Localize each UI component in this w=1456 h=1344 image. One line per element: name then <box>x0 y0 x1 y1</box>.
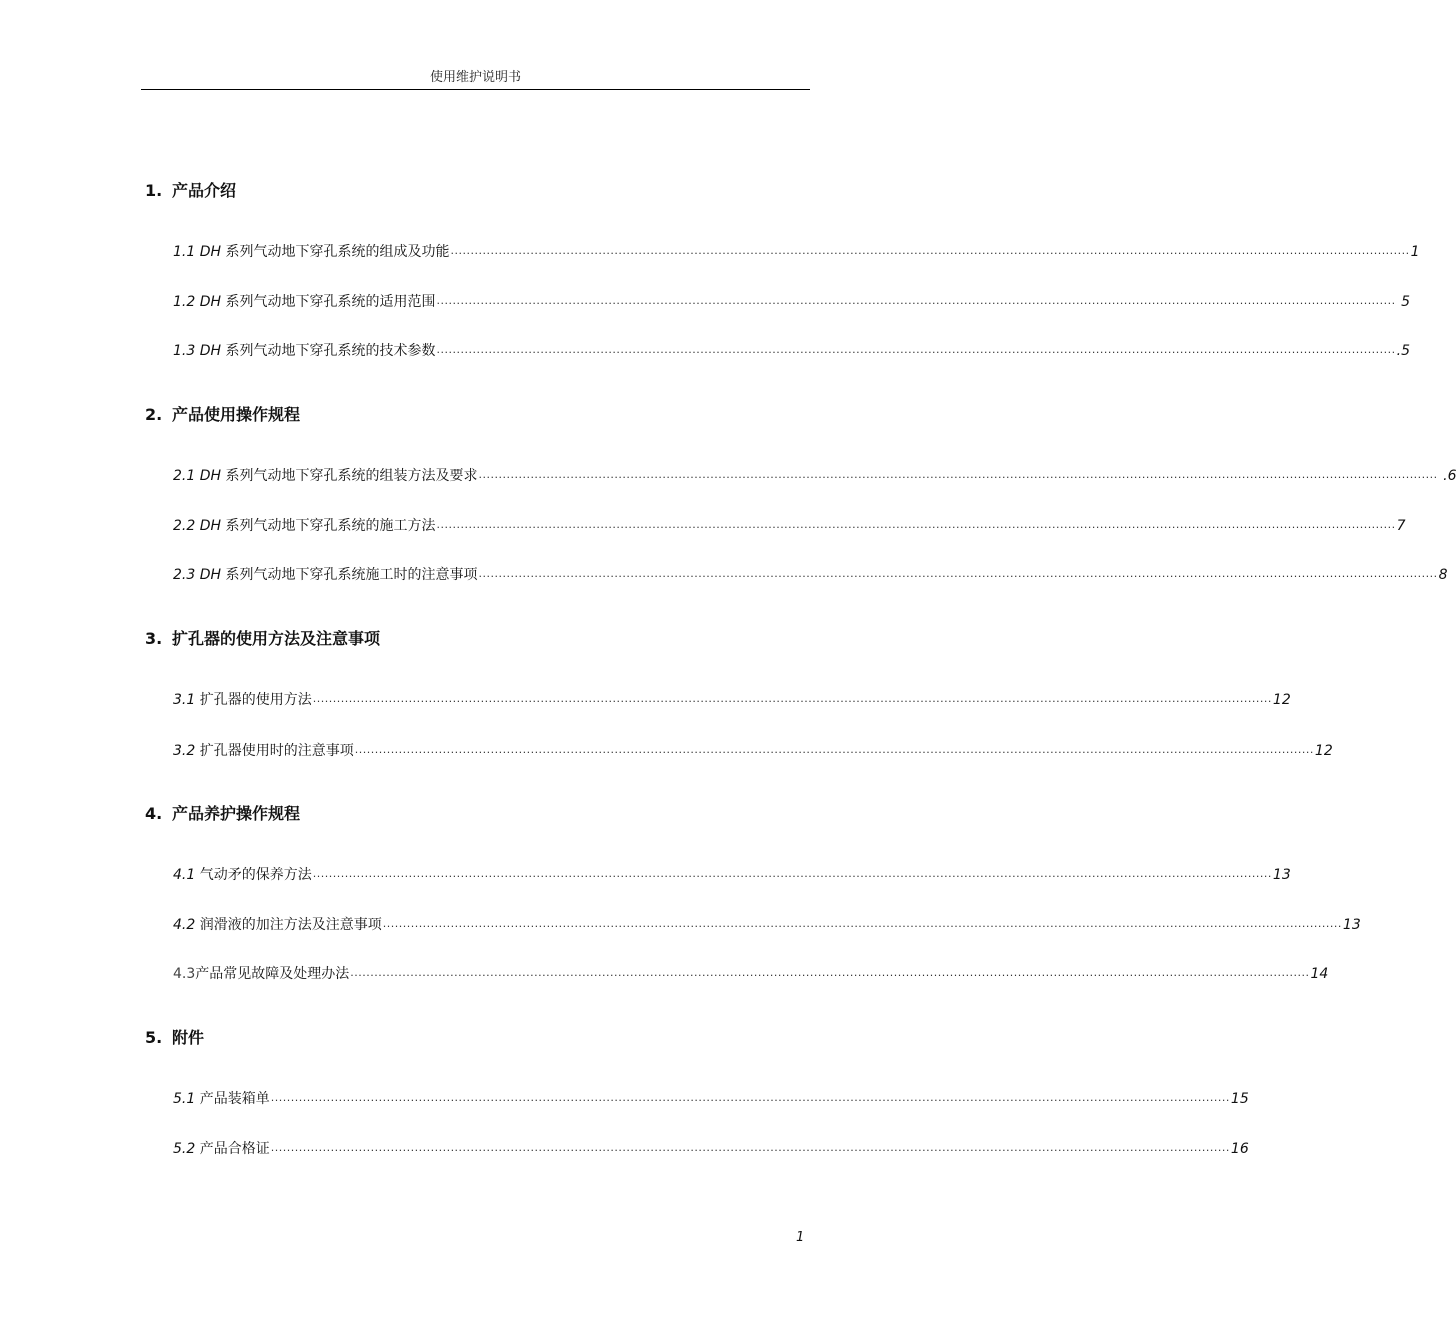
entry-label: 扩孔器使用时的注意事项 <box>199 743 354 759</box>
section-title <box>145 181 810 201</box>
entry-label: 系列气动地下穿孔系统施工时的注意事项 <box>225 567 478 583</box>
section-number: 3. <box>145 629 163 648</box>
entry-page: 14 <box>1310 966 1329 982</box>
dot-leader: ................................................................................................................................................................................................................................................ <box>478 567 1438 580</box>
toc-section-3 <box>145 629 810 649</box>
entry-label: 产品合格证 <box>199 1141 270 1157</box>
toc-section-4 <box>145 804 810 824</box>
entry-number: 2.3 <box>173 567 200 583</box>
dot-leader: ................................................................................................................................................................................................................................................ <box>436 343 1396 356</box>
entry-number: 1.2 <box>173 294 200 310</box>
entry-number: 3.1 <box>173 692 200 708</box>
section-heading: 扩孔器的使用方法及注意事项 <box>172 629 381 648</box>
entry-label: 系列气动地下穿孔系统的组装方法及要求 <box>225 468 478 484</box>
entry-prefix: DH <box>199 518 226 534</box>
entry-number: 2.1 <box>173 468 200 484</box>
entry-label: 系列气动地下穿孔系统的施工方法 <box>225 518 436 534</box>
entry-page: 15 <box>1230 1091 1249 1107</box>
section-number: 1. <box>145 181 163 200</box>
entry-label: 气动矛的保养方法 <box>199 867 312 883</box>
dot-leader: ................................................................................................................................................................................................................................................ <box>478 468 1438 481</box>
toc-entry-2-2[interactable] <box>173 515 1406 535</box>
dot-leader: ................................................................................................................................................................................................................................................ <box>270 1141 1230 1154</box>
entry-prefix: DH <box>199 567 226 583</box>
section-heading: 产品使用操作规程 <box>172 405 301 424</box>
entry-page: 12 <box>1272 692 1291 708</box>
section-title <box>145 629 810 649</box>
entry-number: 4.3 <box>173 966 196 982</box>
dot-leader: ................................................................................................................................................................................................................................................ <box>350 966 1310 979</box>
toc-entry-5-1[interactable] <box>173 1088 1249 1108</box>
entry-number: 2.2 <box>173 518 200 534</box>
toc-entry-1-1[interactable] <box>173 241 1420 261</box>
section-heading: 产品养护操作规程 <box>172 804 301 823</box>
toc-entry-3-2[interactable] <box>173 740 1333 760</box>
entry-number: 1.1 <box>173 244 200 260</box>
entry-number: 3.2 <box>173 743 200 759</box>
toc-entry-3-1[interactable] <box>173 689 1291 709</box>
dot-leader: ................................................................................................................................................................................................................................................ <box>312 867 1272 880</box>
toc-entry-1-2[interactable] <box>173 291 1411 311</box>
entry-label: 润滑液的加注方法及注意事项 <box>199 917 382 933</box>
entry-number: 4.2 <box>173 917 200 933</box>
section-heading: 附件 <box>172 1028 205 1047</box>
toc-entry-2-3[interactable] <box>173 564 1448 584</box>
entry-prefix: DH <box>199 468 226 484</box>
entry-prefix: DH <box>199 244 226 260</box>
entry-prefix: DH <box>199 294 226 310</box>
section-title <box>145 1028 810 1048</box>
entry-page: 7 <box>1396 518 1406 534</box>
dot-leader: ................................................................................................................................................................................................................................................ <box>270 1091 1230 1104</box>
toc-section-5 <box>145 1028 810 1048</box>
entry-page: .5 <box>1396 343 1411 359</box>
section-heading: 产品介绍 <box>172 181 237 200</box>
entry-label: 系列气动地下穿孔系统的适用范围 <box>225 294 436 310</box>
entry-label: 产品常见故障及处理办法 <box>195 966 350 982</box>
entry-number: 5.1 <box>173 1091 200 1107</box>
entry-page: 1 <box>1410 244 1420 260</box>
dot-leader: ................................................................................................................................................................................................................................................ <box>450 244 1410 257</box>
section-number: 5. <box>145 1028 163 1047</box>
entry-label: 系列气动地下穿孔系统的技术参数 <box>225 343 436 359</box>
page-number: 1 <box>796 1230 805 1245</box>
entry-prefix: DH <box>199 343 226 359</box>
toc-entry-2-1[interactable] <box>173 465 1456 485</box>
entry-number: 4.1 <box>173 867 200 883</box>
section-title <box>145 405 810 425</box>
dot-leader: ................................................................................................................................................................................................................................................ <box>436 294 1396 307</box>
entry-page: 13 <box>1342 917 1361 933</box>
toc-entry-4-2[interactable] <box>173 914 1361 934</box>
toc-entry-5-2[interactable] <box>173 1138 1249 1158</box>
toc-entry-4-3[interactable] <box>173 963 1329 983</box>
dot-leader: ................................................................................................................................................................................................................................................ <box>382 917 1342 930</box>
page-header <box>141 66 810 90</box>
section-title <box>145 804 810 824</box>
entry-label: 系列气动地下穿孔系统的组成及功能 <box>225 244 450 260</box>
entry-page: .6 <box>1438 468 1456 484</box>
entry-page: 16 <box>1230 1141 1249 1157</box>
header-title: 使用维护说明书 <box>429 70 521 85</box>
dot-leader: ................................................................................................................................................................................................................................................ <box>354 743 1314 756</box>
entry-label: 扩孔器的使用方法 <box>199 692 312 708</box>
toc-entry-4-1[interactable] <box>173 864 1291 884</box>
toc-section-1 <box>145 181 810 201</box>
toc-section-2 <box>145 405 810 425</box>
entry-page: 12 <box>1314 743 1333 759</box>
entry-page: 8 <box>1438 567 1448 583</box>
entry-number: 5.2 <box>173 1141 200 1157</box>
entry-label: 产品装箱单 <box>199 1091 270 1107</box>
dot-leader: ................................................................................................................................................................................................................................................ <box>436 518 1396 531</box>
toc-entry-1-3[interactable] <box>173 340 1411 360</box>
entry-page: 5 <box>1396 294 1411 310</box>
entry-page: 13 <box>1272 867 1291 883</box>
dot-leader: ................................................................................................................................................................................................................................................ <box>312 692 1272 705</box>
section-number: 4. <box>145 804 163 823</box>
entry-number: 1.3 <box>173 343 200 359</box>
section-number: 2. <box>145 405 163 424</box>
